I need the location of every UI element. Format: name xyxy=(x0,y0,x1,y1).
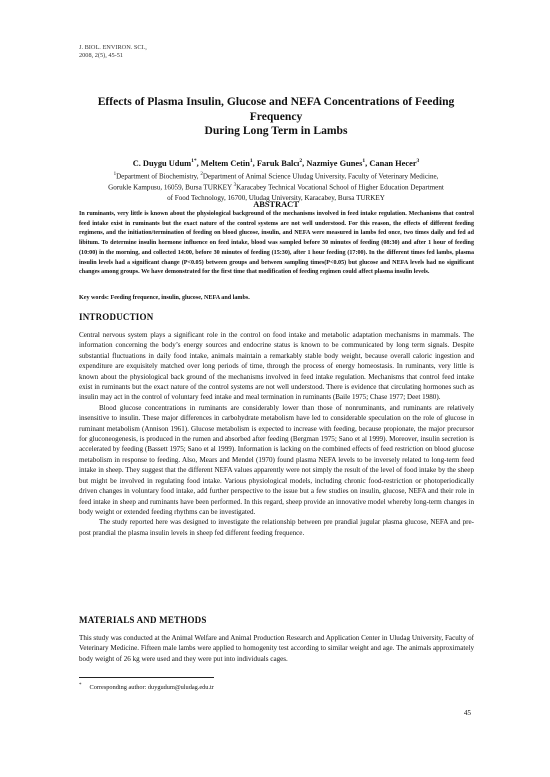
abstract-text: In ruminants, very little is known about the physiological background of the mechanisms involved in feed intake regulation. Mechanisms that control feed intake exist in ruminants but the exact nature of the control systems are not well understood. For this reason, the effects of different feeding regimens, and the initiation/termination of feeding on blood glucose, insulin, and NEFA were measured in lambs fed once, two times daily and fed ad libitum. To determine insulin hormone influence on feed intake, blood was sampled before 30 minutes of feeding (08:30) and after 1 hour of feeding (10:00) in the morning, and collected 14:00, before 30 minutes of feeding (15:30), after 1 hour feeding (17:00). In the different times fed lambs, plasma insulin levels had a significant change (P<0.05) between groups and between sampling times(P<0.05) but glucose and NEFA levels had no significant changes among groups. We have demonstrated for the first time that modification of feeding regimen could affect plasma insulin levels. xyxy=(79,211,474,276)
title-line-2: During Long Term in Lambs xyxy=(204,124,348,137)
introduction-paragraph-2: Blood glucose concentrations in ruminants are considerably lower than those of nonruminants, and ruminants are relatively insensitive to insulin. These major differences in carbohydrate metabolism have led to considerable speculation on the role of glucose in ruminant metabolism (Annison 1961). Glucose metabolism is expected to increase with feeding, because propionate, the major precursor for gluconeogenesis, is produced in the rumen and absorbed after feeding (Bergman 1975; Sano et al 1999). Moreover, insulin secretion is accelerated by feeding (Bassett 1975; Sano et al 1999). Information is lacking on the combined effects of feed restriction on blood glucose metabolism in response to feeding. Also, Mears and Mendel (1970) found plasma NEFA levels to be inversely related to long-term feed intake in sheep. They suggest that the different NEFA values apparently were not simply the result of the level of food intake by the sheep but might be involved in regulating food intake. Various physiological models, including chronic food-restriction or photoperiodically driven changes in voluntary food intake, add further perspective to the issue but a few studies on insulin, glucose, NEFA and their role in feed intake in sheep and ruminants have been performed. In this regard, sheep provide an innovative model whereby long-term changes in body weight or extended feeding rhythms can be investigated. xyxy=(79,403,474,516)
journal-volume: 2008, 2(5), 45-51 xyxy=(79,52,124,60)
journal-citation xyxy=(79,44,147,60)
introduction-paragraph-1: Central nervous system plays a significant role in the control on food intake and metabolic adaptation mechanisms in mammals. The information concerning the body’s energy sources and endocrine status is known to be communicated by long term signals. Despite substantial fluctuations in daily food intake, animals maintain a remarkably stable body weight, because overall caloric ingestion and expenditure are exquisitely matched over long periods of time, through the process of energy homeostasis. In ruminants, very little is known about the physiological back ground of the mechanisms involved in feed intake regulation. Mechanisms that control feed intake exist in ruminants but the exact nature of the control systems are not well understood. There is evidence that circulating hormones such as insulin may act in the control of voluntary feed intake and meal termination in ruminants (Baile 1975; Chase 1977; Deet 1980). xyxy=(79,331,474,402)
introduction-body xyxy=(79,330,474,538)
footnote xyxy=(79,683,214,691)
keywords: Key words: Feeding frequence, insulin, glucose, NEFA and lambs. xyxy=(79,295,250,301)
author-list: C. Duygu Udum$^{1*}$, Meltem Cetin$^1$, Faruk Balcı$^2$, Nazmiye Gunes$^1$, Canan Hecer$^3$ xyxy=(132,158,420,168)
introduction-paragraph-3: The study reported here was designed to investigate the relationship between pre prandial jugular plasma glucose, NEFA and pre-post prandial the plasma insulin levels in sheep fed different feeding frequence. xyxy=(79,518,474,537)
affiliation-line-3: of Food Technology, 16700, Uludag University, Karacabey, Bursa TURKEY xyxy=(167,193,385,202)
title-line-1: Effects of Plasma Insulin, Glucose and NEFA Concentrations of Feeding Frequency xyxy=(97,95,455,123)
methods-heading: MATERIALS AND METHODS xyxy=(79,615,207,625)
abstract-heading: ABSTRACT xyxy=(253,200,299,209)
methods-body xyxy=(79,633,474,664)
footnote-divider xyxy=(79,677,214,678)
methods-paragraph-1: This study was conducted at the Animal Welfare and Animal Production Research and Application Center in Uludag University, Faculty of Veterinary Medicine. Fifteen male lambs were applied to homogenity test according to similar weight and age. The animals approximately body weight of 26 kg were used and they were put into individuals cages. xyxy=(79,634,474,663)
paper-title xyxy=(70,95,482,139)
journal-name: J. BIOL. ENVIRON. SCI., xyxy=(79,44,147,51)
affiliation-line-2: Gorukle Kampusu, 16059, Bursa TURKEY $^3$Karacabey Technical Vocational School of Higher Education Department xyxy=(108,183,444,192)
affiliations xyxy=(70,170,482,203)
page-number: 45 xyxy=(463,709,471,717)
footnote-marker: * xyxy=(79,683,82,688)
introduction-heading: INTRODUCTION xyxy=(79,312,154,322)
affiliation-line-1: $^1$Department of Biochemistry, $^2$Department of Animal Science Uludag University, Faculty of Veterinary Medicine, xyxy=(113,172,439,181)
corresponding-author: Corresponding author: duygudum@uludag.edu.tr xyxy=(89,684,214,692)
